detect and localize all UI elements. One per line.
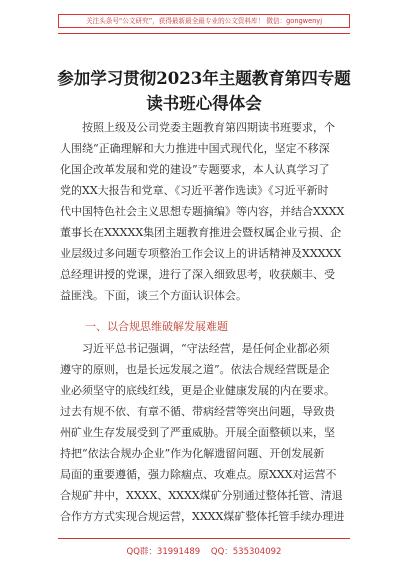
paragraph-line: 化国企改革发展和党的建设”专题要求，本人认真学习了 [60, 163, 330, 176]
paragraph-line: 代中国特色社会主义思想专题摘编》等内容，并结合XXXX [60, 205, 345, 218]
top-banner: 关注头条号“公文研究”，获得最新最全最专业的公文资料库！ 微信：gongwenyj [58, 14, 350, 28]
paragraph-line: 过去有规不依、有章不循、带病经营等突出问题，导致贵 [60, 405, 335, 418]
paragraph-line: 遵守的原则，也是长远发展之道”。依法合规经营既是企 [60, 363, 330, 376]
document-title-line-1: 参加学习贯彻2023年主题教育第四专题 [57, 69, 351, 88]
paragraph-intro [60, 117, 352, 306]
paragraph-line: 局面的重要遵循，强力除痼点、攻难点。原XXX对运营不 [60, 468, 337, 481]
top-divider [58, 33, 350, 34]
document-title-line-2: 读书班心得体会 [146, 94, 262, 113]
paragraph-line: 业层级过多问题专项整治工作会议上的讲话精神及XXXXX [60, 247, 342, 260]
paragraph-line: 益匪浅。下面，谈三个方面认识体会。 [60, 289, 247, 302]
paragraph-line: 人围绕“正确理解和大力推进中国式现代化，坚定不移深 [60, 142, 330, 155]
paragraph-line: 按照上级及公司党委主题教育第四期读书班要求，个 [82, 121, 335, 134]
paragraph-line: 习近平总书记强调，“守法经营，是任何企业都必须 [82, 342, 330, 355]
paragraph-section-1 [60, 338, 352, 527]
paragraph-line: 党的XX大报告和党章、《习近平著作选读》《习近平新时 [60, 184, 329, 197]
paragraph-line: 持把“依法合规办企业”作为化解遗留问题、开创发展新 [60, 447, 325, 460]
paragraph-line: 总经理讲授的党课，进行了深入细致思考，收获颇丰、受 [60, 268, 335, 281]
section-heading: 一、以合规思维破解发展难题 [85, 320, 228, 333]
footer [0, 545, 408, 557]
footer-qq-group: QQ群：31991489 [126, 547, 201, 557]
paragraph-line: 董事长在XXXXX集团主题教育推进会暨权属企业亏损、企 [60, 226, 342, 239]
paragraph-line: 合作方方式实现合规运营，XXXX煤矿整体托管手续办理进 [60, 510, 345, 523]
paragraph-line: 业必须坚守的底线红线，更是企业健康发展的内在要求。 [60, 384, 335, 397]
paragraph-line: 州矿业生存发展受到了严重威胁。开展全面整顿以来，坚 [60, 426, 335, 439]
paragraph-line: 合规矿井中，XXXX、XXXX煤矿分别通过整体托管、清退 [60, 489, 343, 502]
footer-qq: QQ：535304092 [210, 547, 282, 557]
bottom-divider [58, 538, 350, 539]
